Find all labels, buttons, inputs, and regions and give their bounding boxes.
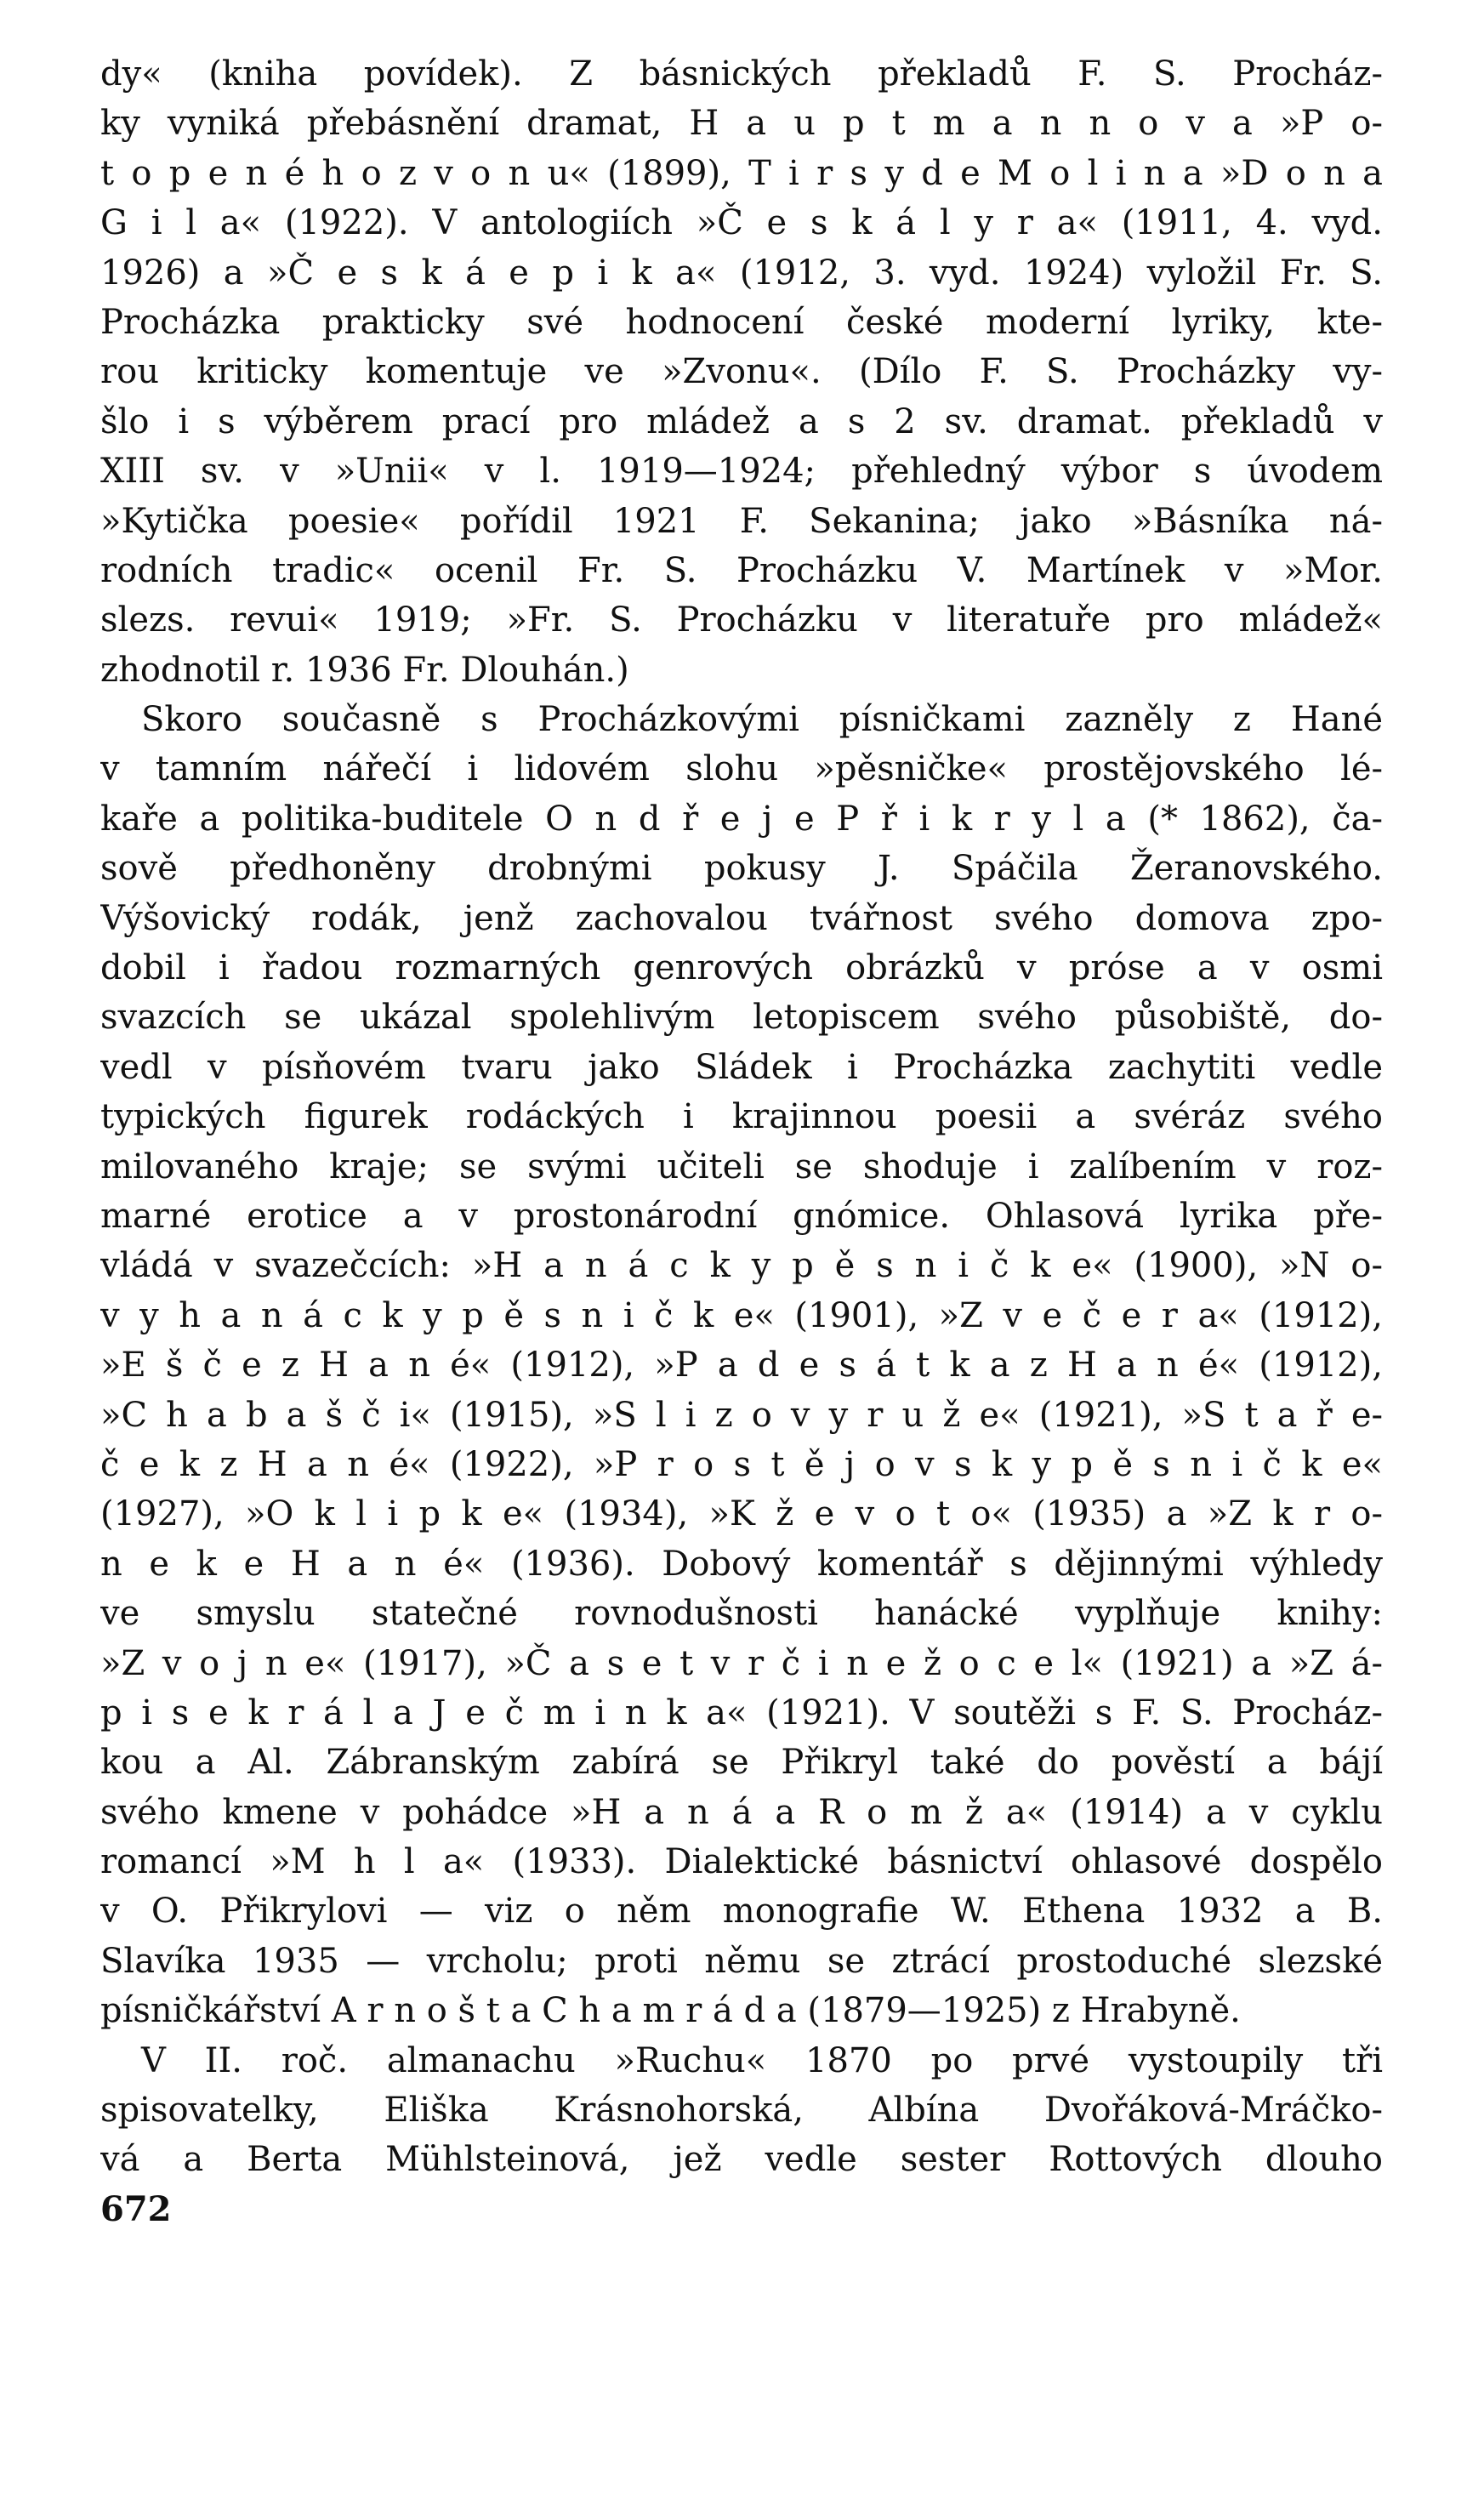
text-line: dy« (kniha povídek). Z básnických překladů F. S. Procház- [100,54,1383,94]
text-line: milovaného kraje; se svými učiteli se shoduje i zalíbením v roz- [100,1147,1383,1186]
text-line: p i s e k r á l a J e č m i n k a« (1921). V soutěži s F. S. Procház- [100,1693,1383,1733]
text-line: vládá v svazečcích: »H a n á c k y p ě s n i č k e« (1900), »N o- [100,1246,1383,1286]
text-line: svého kmene v pohádce »H a n á a R o m ž a« (1914) a v cyklu [100,1792,1383,1832]
text-line: v O. Přikrylovi — viz o něm monografie W. Ethena 1932 a B. [100,1892,1383,1932]
text-line: rodních tradic« ocenil Fr. S. Procházku V. Martínek v »Mor. [100,550,1383,590]
text-line: »E š č e z H a n é« (1912), »P a d e s á t k a z H a n é« (1912), [100,1346,1383,1386]
text-line: Slavíka 1935 — vrcholu; proti němu se ztrácí prostoduché slezské [100,1941,1383,1981]
text-line: spisovatelky, Eliška Krásnohorská, Albína Dvořáková-Mráčko- [100,2091,1383,2131]
text-line: v y h a n á c k y p ě s n i č k e« (1901), »Z v e č e r a« (1912), [100,1295,1383,1335]
text-line: n e k e H a n é« (1936). Dobový komentář s dějinnými výhledy [100,1544,1383,1584]
paragraph-start-line: V II. roč. almanachu »Ruchu« 1870 po prvé vystoupily tři [141,2040,1383,2080]
text-line: kou a Al. Zábranským zabírá se Přikryl také do pověstí a bájí [100,1743,1383,1783]
text-line: v tamním nářečí i lidovém slohu »pěsničke« prostějovského lé- [100,749,1383,789]
text-line: »C h a b a š č i« (1915), »S l i z o v y r u ž e« (1921), »S t a ř e- [100,1395,1383,1435]
text-line: zhodnotil r. 1936 Fr. Dlouhán.) [100,650,629,690]
text-line: »Kytička poesie« pořídil 1921 F. Sekanina; jako »Básníka ná- [100,501,1383,541]
text-line: »Z v o j n e« (1917), »Č a s e t v r č i n e ž o c e l« (1921) a »Z á- [100,1643,1383,1683]
text-line: svazcích se ukázal spolehlivým letopiscem svého působiště, do- [100,998,1383,1038]
text-line: vedl v písňovém tvaru jako Sládek i Procházka zachytiti vedle [100,1047,1383,1087]
text-line: marné erotice a v prostonárodní gnómice. Ohlasová lyrika pře- [100,1196,1383,1236]
text-line: ve smyslu statečné rovnodušnosti hanácké vyplňuje knihy: [100,1594,1383,1634]
text-line: dobil i řadou rozmarných genrových obrázků v próse a v osmi [100,948,1383,988]
text-line: XIII sv. v »Unii« v l. 1919—1924; přehledný výbor s úvodem [100,452,1383,492]
text-line: Procházka prakticky své hodnocení české moderní lyriky, kte- [100,302,1383,342]
text-block [100,49,1383,2185]
text-line: t o p e n é h o z v o n u« (1899), T i r s y d e M o l i n a »D o n a [100,153,1383,193]
text-line: sově předhoněny drobnými pokusy J. Spáčila Žeranovského. [100,849,1383,889]
text-line: vá a Berta Mühlsteinová, jež vedle sester Rottových dlouho [100,2140,1383,2180]
text-line: č e k z H a n é« (1922), »P r o s t ě j o v s k y p ě s n i č k e« [100,1444,1383,1484]
text-line: 1926) a »Č e s k á e p i k a« (1912, 3. vyd. 1924) vyložil Fr. S. [100,253,1383,293]
text-line: Výšovický rodák, jenž zachovalou tvářnost svého domova zpo- [100,898,1383,938]
text-line: kaře a politika-buditele O n d ř e j e P ř i k r y l a (* 1862), ča- [100,799,1383,839]
text-line: slezs. revui« 1919; »Fr. S. Procházku v literatuře pro mládež« [100,600,1383,640]
text-line: typických figurek rodáckých i krajinnou poesii a svéráz svého [100,1097,1383,1137]
paragraph-start-line: Skoro současně s Procházkovými písničkami zazněly z Hané [141,700,1383,740]
text-line: šlo i s výběrem prací pro mládež a s 2 sv. dramat. překladů v [100,401,1383,441]
text-line: ky vyniká přebásnění dramat, H a u p t m a n n o v a »P o- [100,104,1383,144]
text-line: G i l a« (1922). V antologiích »Č e s k á l y r a« (1911, 4. vyd. [100,203,1383,243]
page-number: 672 [100,2189,172,2229]
text-line: rou kriticky komentuje ve »Zvonu«. (Dílo F. S. Procházky vy- [100,352,1383,392]
text-line: romancí »M h l a« (1933). Dialektické básnictví ohlasové dospělo [100,1842,1383,1882]
text-line: písničkářství A r n o š t a C h a m r á d a (1879—1925) z Hrabyně. [100,1991,1241,2031]
text-line: (1927), »O k l i p k e« (1934), »K ž e v o t o« (1935) a »Z k r o- [100,1494,1383,1534]
